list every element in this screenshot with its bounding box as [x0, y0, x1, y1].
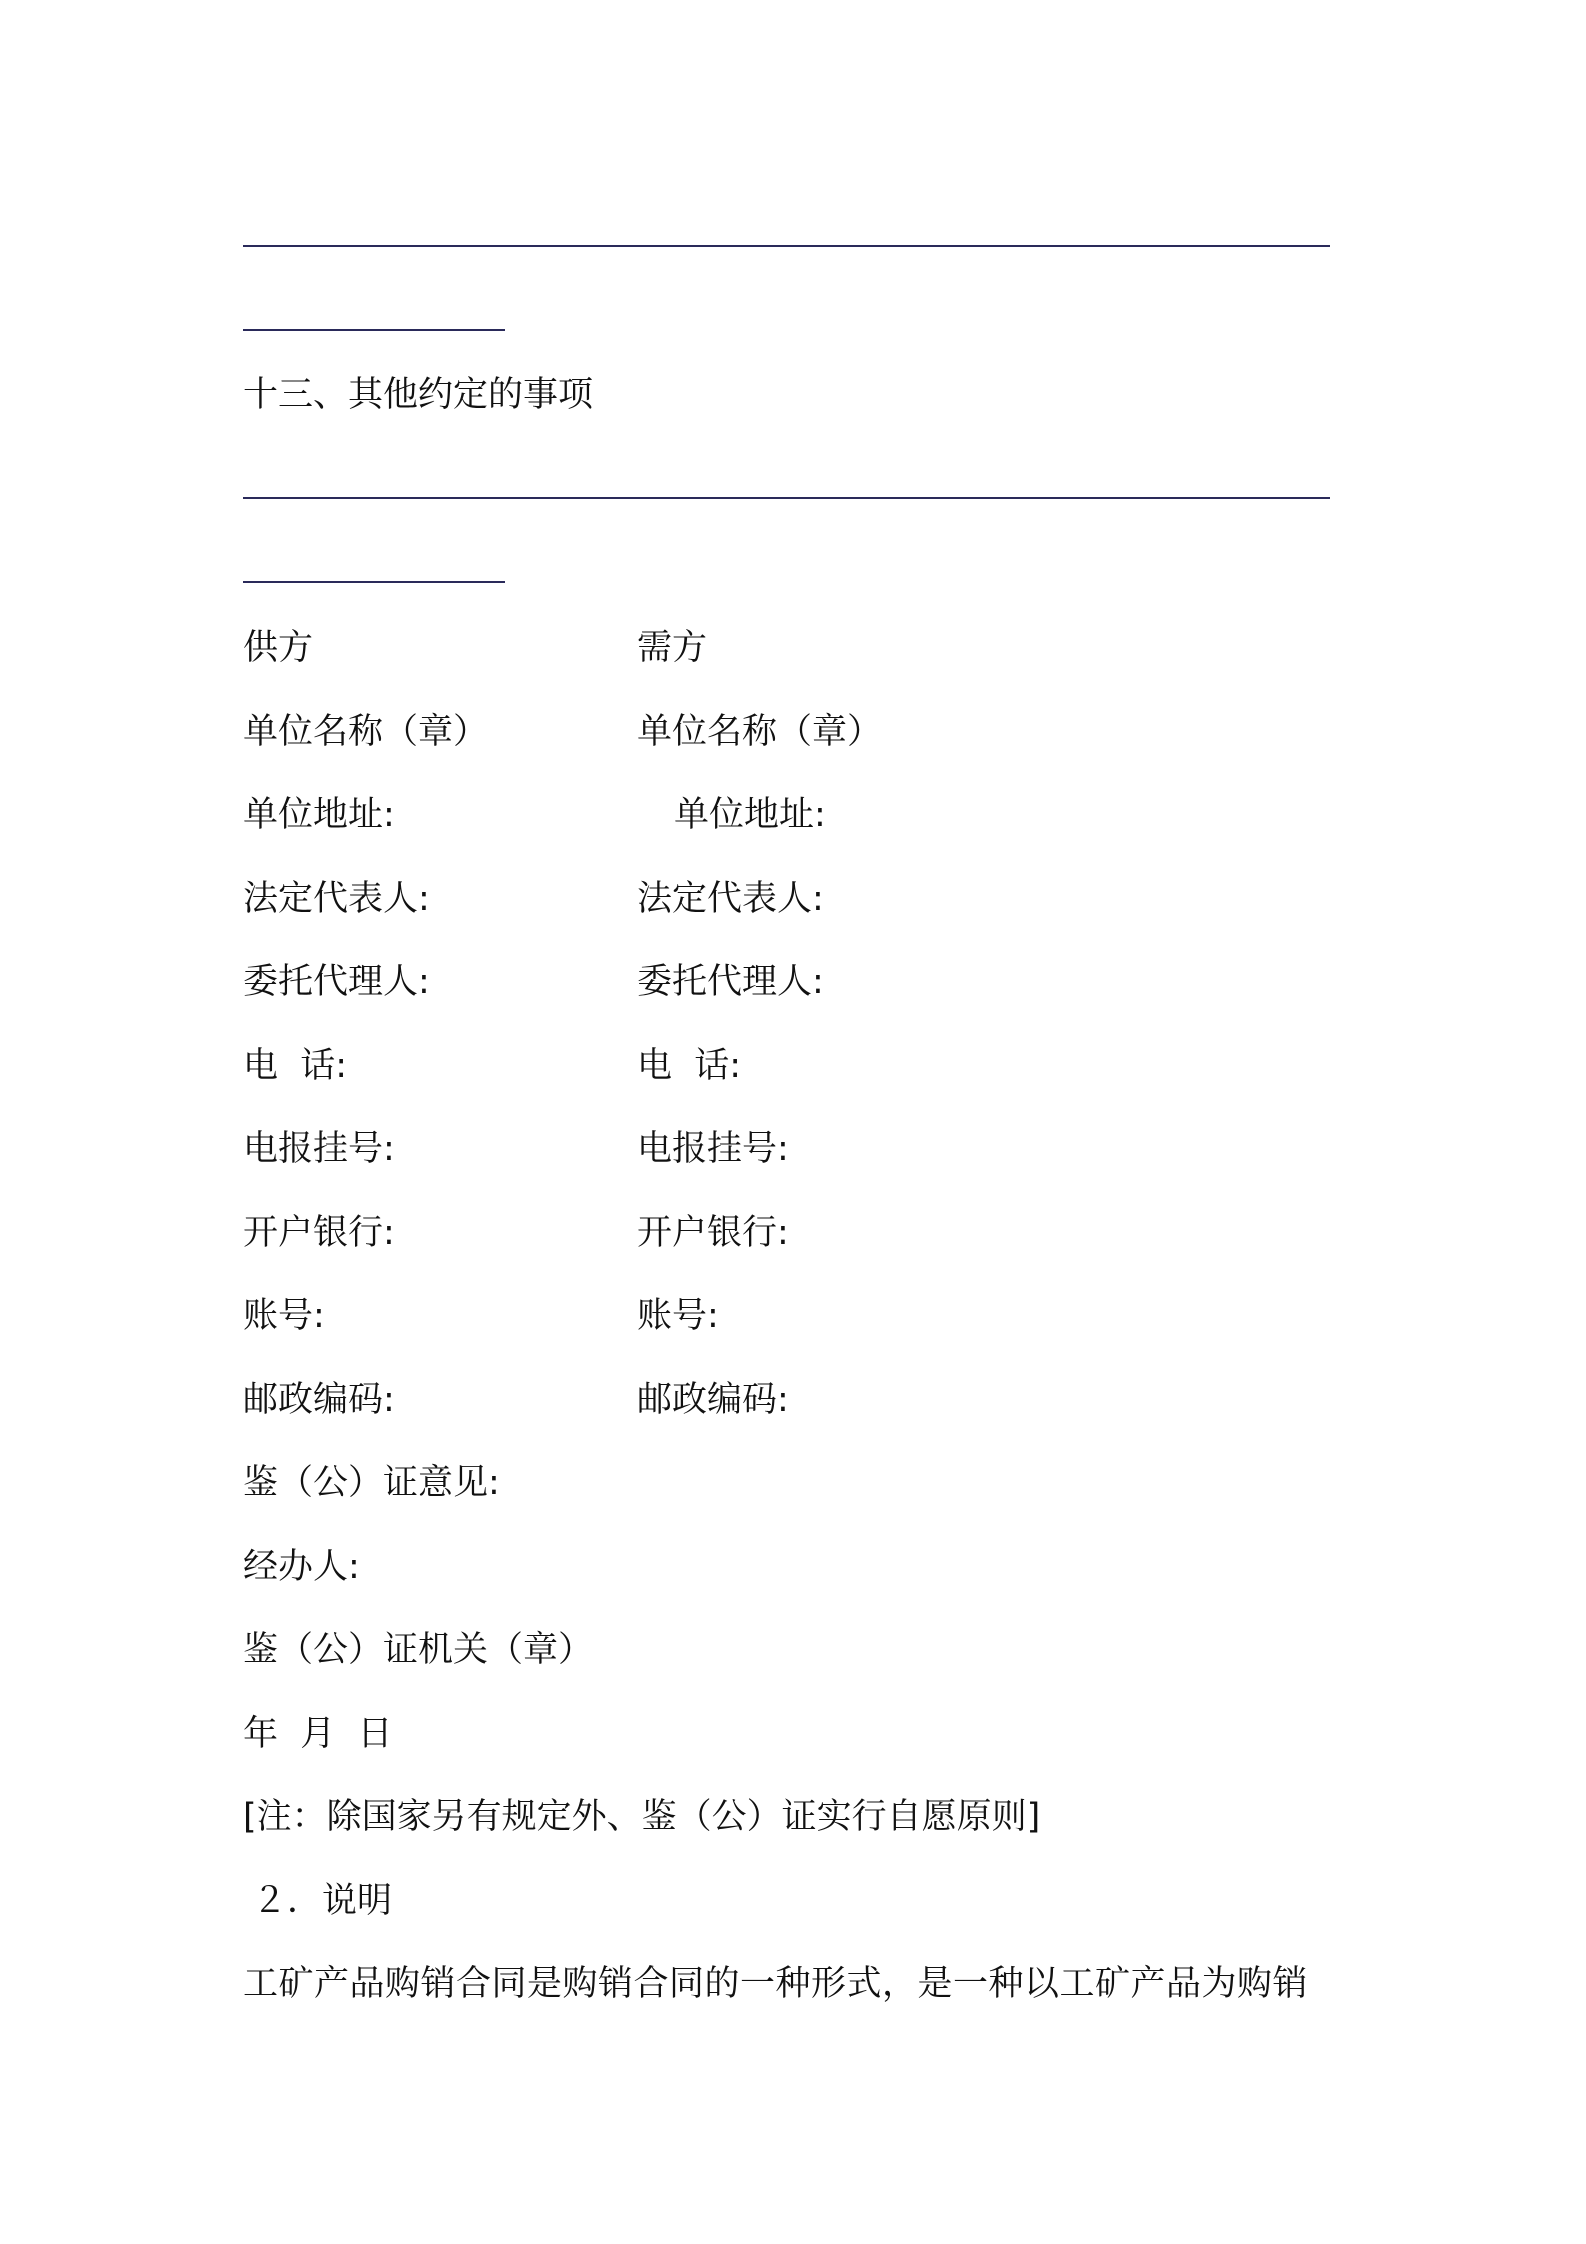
buyer-field-label: 账号: — [637, 1296, 719, 1336]
supplier-field-label: 单位地址: — [243, 795, 395, 835]
buyer-label: 需方 — [637, 628, 708, 668]
party-row-telegraph — [0, 1127, 1586, 1171]
buyer-field-label: 邮政编码: — [637, 1380, 789, 1420]
supplier-field-label: 单位名称（章） — [243, 712, 489, 752]
supplier-field-label: 开户银行: — [243, 1213, 395, 1253]
buyer-field-label: 单位地址: — [674, 795, 826, 835]
party-header-row — [0, 626, 1586, 670]
section-13-heading: 十三、其他约定的事项 — [243, 375, 594, 415]
supplier-field-label: 委托代理人: — [243, 962, 430, 1002]
party-row-agent — [0, 960, 1586, 1004]
party-row-account — [0, 1294, 1586, 1338]
supplier-field-label: 电 话: — [243, 1046, 348, 1086]
notary-opinion-label: 鉴（公）证意见: — [243, 1463, 500, 1503]
buyer-field-label: 委托代理人: — [637, 962, 824, 1002]
buyer-field-label: 电报挂号: — [637, 1129, 789, 1169]
explanation-paragraph: 工矿产品购销合同是购销合同的一种形式，是一种以工矿产品为购销 — [243, 1964, 1309, 2004]
party-row-bank — [0, 1211, 1586, 1255]
party-row-name — [0, 710, 1586, 754]
explanation-title: ２．说明 — [252, 1881, 393, 1921]
supplier-field-label: 账号: — [243, 1296, 325, 1336]
fill-line-long — [243, 497, 1330, 499]
date-line: 年 月 日 — [243, 1714, 393, 1754]
party-row-postcode — [0, 1378, 1586, 1422]
party-row-legal-rep — [0, 877, 1586, 921]
party-row-address — [0, 793, 1586, 837]
buyer-field-label: 电 话: — [637, 1046, 742, 1086]
buyer-field-label: 单位名称（章） — [637, 712, 883, 752]
note-text: [注：除国家另有规定外、鉴（公）证实行自愿原则] — [243, 1797, 1041, 1837]
notary-handler-label: 经办人: — [243, 1547, 360, 1587]
supplier-field-label: 法定代表人: — [243, 879, 430, 919]
buyer-field-label: 法定代表人: — [637, 879, 824, 919]
fill-line-short — [243, 581, 505, 583]
notary-authority-label: 鉴（公）证机关（章） — [243, 1630, 594, 1670]
party-row-phone — [0, 1044, 1586, 1088]
supplier-label: 供方 — [243, 628, 314, 668]
supplier-field-label: 电报挂号: — [243, 1129, 395, 1169]
fill-line-short — [243, 329, 505, 331]
fill-line-long — [243, 245, 1330, 247]
buyer-field-label: 开户银行: — [637, 1213, 789, 1253]
supplier-field-label: 邮政编码: — [243, 1380, 395, 1420]
